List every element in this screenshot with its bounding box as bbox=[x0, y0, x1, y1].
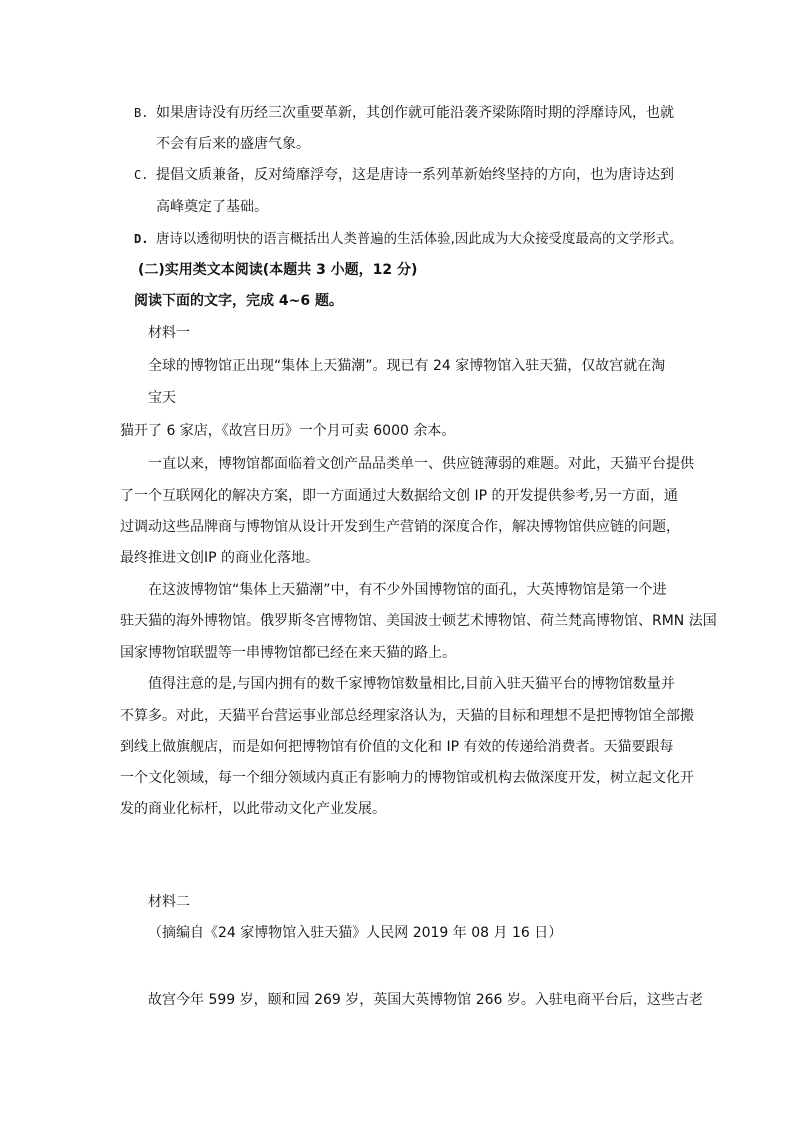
paragraph-line: 最终推进文创IP 的商业化落地。 bbox=[120, 550, 320, 566]
paragraph-line: 一直以来，博物馆都面临着文创产品品类单一、供应链薄弱的难题。对此，天猫平台提供 bbox=[148, 456, 694, 472]
paragraph-line: 过调动这些品牌商与博物馆从设计开发到生产营销的深度合作，解决博物馆供应链的问题， bbox=[120, 519, 680, 535]
paragraph-line: 全球的博物馆正出现“集体上天猫潮”。现已有 24 家博物馆入驻天猫，仅故宫就在淘 bbox=[148, 358, 666, 374]
paragraph-line: 一个文化领域，每一个细分领域内真正有影响力的博物馆或机构去做深度开发，树立起文化开 bbox=[120, 770, 694, 786]
section-heading: (二)实用类文本阅读(本题共 3 小题，12 分) bbox=[138, 262, 418, 278]
option-d-line1 bbox=[134, 230, 683, 249]
option-d-text: 唐诗以透彻明快的语言概括出人类普遍的生活体验,因此成为大众接受度最高的文学形式。 bbox=[156, 232, 683, 247]
material1-label: 材料一 bbox=[148, 325, 190, 341]
option-c-line1 bbox=[134, 166, 674, 184]
paragraph-line: 发的商业化标杆，以此带动文化产业发展。 bbox=[120, 801, 386, 817]
paragraph-line: 国家博物馆联盟等一串博物馆都已经在来天猫的路上。 bbox=[120, 645, 456, 661]
option-c-line2: 高峰奠定了基础。 bbox=[156, 199, 268, 215]
option-b-line1 bbox=[134, 104, 674, 122]
option-c-letter: C. bbox=[134, 168, 149, 182]
option-b-line2: 不会有后来的盛唐气象。 bbox=[156, 136, 310, 152]
section-instruction: 阅读下面的文字，完成 4~6 题。 bbox=[134, 293, 343, 309]
paragraph-line: 不算多。对此，天猫平台营运事业部总经理家洛认为，天猫的目标和理想不是把博物馆全部搬 bbox=[120, 708, 694, 724]
paragraph-line: 在这波博物馆“集体上天猫潮”中，有不少外国博物馆的面孔，大英博物馆是第一个进 bbox=[148, 582, 667, 598]
paragraph-line: 猫开了 6 家店，《故宫日历》一个月可卖 6000 余本。 bbox=[120, 423, 456, 439]
option-d-letter: D. bbox=[134, 232, 149, 246]
paragraph-line: 了一个互联网化的解决方案，即一方面通过大数据给文创 IP 的开发提供参考,另一方面，通 bbox=[120, 488, 678, 504]
paragraph-line: 故宫今年 599 岁，颐和园 269 岁，英国大英博物馆 266 岁。入驻电商平台后，这些古老 bbox=[148, 992, 703, 1008]
material2-source: （摘编自《24 家博物馆入驻天猫》人民网 2019 年 08 月 16 日） bbox=[148, 925, 563, 941]
option-c-text: 提倡文质兼备，反对绮靡浮夸，这是唐诗一系列革新始终坚持的方向，也为唐诗达到 bbox=[156, 167, 674, 183]
option-b-letter: B. bbox=[134, 106, 149, 120]
paragraph-line: 值得注意的是,与国内拥有的数千家博物馆数量相比,目前入驻天猫平台的博物馆数量并 bbox=[148, 676, 675, 692]
option-b-text: 如果唐诗没有历经三次重要革新，其创作就可能沿袭齐梁陈隋时期的浮靡诗风，也就 bbox=[156, 105, 674, 121]
paragraph-line: 驻天猫的海外博物馆。俄罗斯冬宫博物馆、美国波士顿艺术博物馆、荷兰梵高博物馆、RMN 法国 bbox=[120, 613, 717, 629]
paragraph-line: 到线上做旗舰店，而是如何把博物馆有价值的文化和 IP 有效的传递给消费者。天猫要跟每 bbox=[120, 739, 674, 755]
paragraph-line: 宝天 bbox=[148, 390, 176, 406]
material2-label: 材料二 bbox=[148, 894, 190, 910]
